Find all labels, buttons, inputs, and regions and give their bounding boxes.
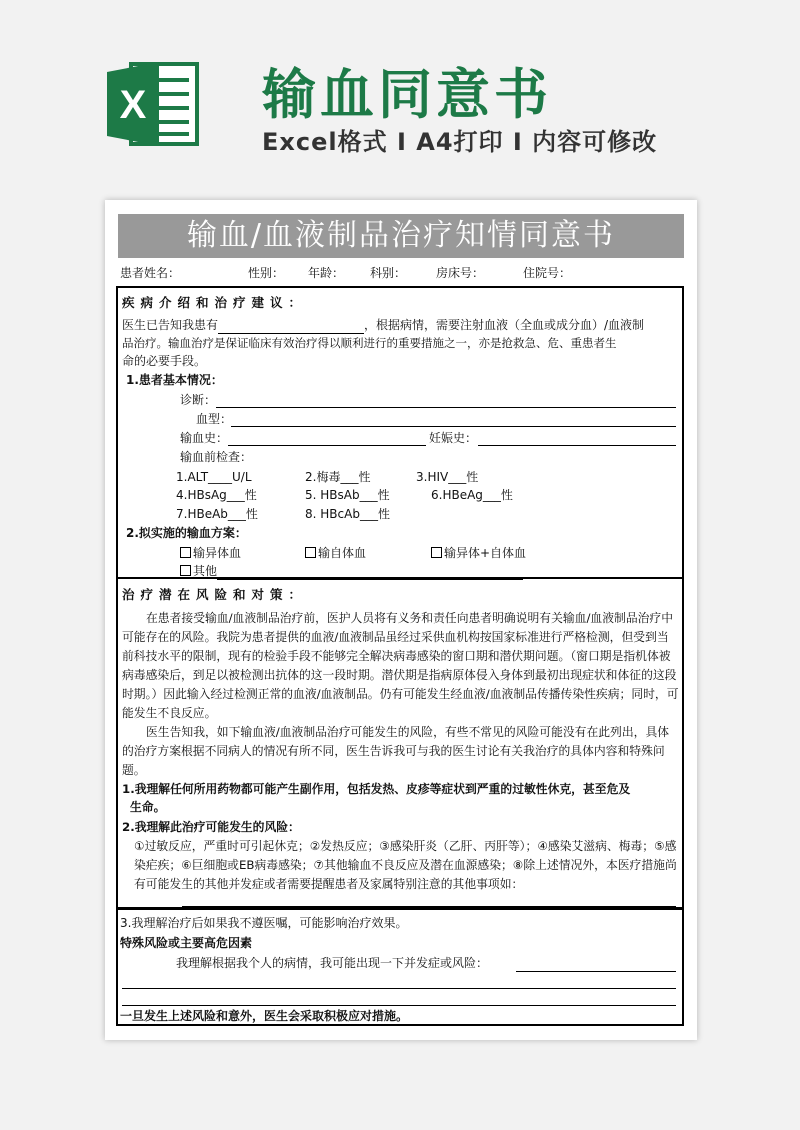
checkbox-icon (180, 547, 191, 558)
test-hiv: 3.HIV___性 (416, 470, 479, 484)
checkbox-icon (180, 565, 191, 576)
checkbox-icon (305, 547, 316, 558)
section2-heading: 治疗潜在风险和对策： (122, 587, 308, 602)
point-2-title: 2.我理解此治疗可能发生的风险： (122, 820, 300, 834)
test-hbeag: 6.HBeAg___性 (431, 488, 513, 502)
field-patient-name: 患者姓名： (120, 266, 181, 280)
field-age: 年龄： (308, 266, 345, 280)
section-disease-intro (116, 286, 684, 579)
test-hbsag: 4.HBsAg___性 (176, 488, 257, 502)
promo-title: 输血同意书 (262, 63, 552, 126)
pre-check-label: 输血前检查： (180, 450, 253, 464)
closing-statement: 一旦发生上述风险和意外，医生会采取积极应对措施。 (120, 1009, 409, 1023)
diagnosis-label: 诊断： (180, 393, 217, 407)
form-title: 输血/血液制品治疗知情同意书 (118, 214, 684, 258)
excel-icon (103, 58, 203, 150)
checkbox-icon (431, 547, 442, 558)
promo-header (0, 0, 800, 200)
patient-info-row (118, 262, 684, 282)
field-admission-number: 住院号： (523, 266, 572, 280)
plan-autologous[interactable]: 输自体血 (305, 545, 366, 562)
test-syphilis: 2.梅毒___性 (305, 470, 371, 484)
point-3: 3.我理解治疗后如果我不遵医嘱，可能影响治疗效果。 (120, 916, 408, 930)
test-alt: 1.ALT____U/L (176, 470, 252, 484)
intro-line-3: 命的必要手段。 (122, 354, 207, 368)
pregnancy-history-label: 妊娠史： (429, 431, 478, 445)
point-1-line-b: 生命。 (130, 800, 166, 814)
test-hbsab: 5. HBsAb___性 (305, 488, 390, 502)
plan-allogeneic[interactable]: 输异体血 (180, 545, 241, 562)
test-hbeab: 7.HBeAb___性 (176, 507, 258, 521)
plan-other[interactable]: 其他 (180, 563, 523, 580)
intro-line-1: 医生已告知我患有 ，根据病情，需要注射血液（全血或成分血）/血液制 (122, 318, 645, 332)
transfusion-plan-title: 2.拟实施的输血方案： (126, 526, 247, 540)
intro-line-2: 品治疗。输血治疗是保证临床有效治疗得以顺利进行的重要措施之一，亦是抢救急、危、重患者生 (122, 336, 617, 350)
field-gender: 性别： (248, 266, 285, 280)
test-hbcab: 8. HBcAb___性 (305, 507, 390, 521)
consent-form-sheet (105, 200, 697, 1040)
section1-heading: 疾病介绍和治疗建议： (122, 295, 308, 310)
transfusion-history-label: 输血史： (180, 431, 229, 445)
section-special-risks (116, 909, 684, 1026)
section-risks (116, 579, 684, 909)
blood-type-label: 血型： (196, 412, 233, 426)
point-1-line-a: 1.我理解任何所用药物都可能产生副作用，包括发热、皮疹等症状到严重的过敏性休克，甚至危及 (122, 782, 631, 796)
risk-paragraph-2: 医生告知我，如下输血液/血液制品治疗可能发生的风险，有些不常见的风险可能没有在此列出，具体的治疗方案根据不同病人的情况有所不同，医生告诉我可与我的医生讨论有关我治疗的具体内容和特殊问题。 (122, 725, 670, 777)
field-bed-number: 房床号： (436, 266, 485, 280)
special-risk-text: 我理解根据我个人的病情，我可能出现一下并发症或风险： (176, 956, 489, 970)
promo-subtitle: Excel格式 I A4打印 I 内容可修改 (262, 128, 658, 156)
special-risk-title: 特殊风险或主要高危因素 (120, 936, 253, 950)
field-department: 科别： (370, 266, 407, 280)
svg-text:X: X (119, 83, 147, 127)
plan-combined[interactable]: 输异体+自体血 (431, 545, 526, 562)
basic-info-title: 1.患者基本情况： (126, 373, 223, 387)
risk-paragraph-1: 在患者接受输血/血液制品治疗前，医护人员将有义务和责任向患者明确说明有关输血/血液制品治疗中可能存在的风险。我院为患者提供的血液/血液制品虽经过采供血机构按国家标准进行严格检测，但受到当前科技水平的限制，现有的检验手段不能够完全解决病毒感染的窗口期和潜伏期问题。（窗口期是指机体被病毒感染后，到足以被检测出抗体的这一段时期。潜伏期是指病原体侵入身体到最初出现症状和体征的这段时期。）因此输入经过检测正常的血液/血液制品。仍有可能发生经血液/血液制品传播传染性疾病；同时，可能发生不良反应。 (122, 611, 679, 720)
risk-list: ①过敏反应，严重时可引起休克；②发热反应；③感染肝炎（乙肝、丙肝等）；④感染艾滋病、梅毒；⑤感染疟疾；⑥巨细胞或EB病毒感染；⑦其他输血不良反应及潜在血源感染；⑧除上述情况外，本医疗措施尚有可能发生的其他并发症或者需要提醒患者及家属特别注意的其他事项如： (134, 839, 677, 891)
